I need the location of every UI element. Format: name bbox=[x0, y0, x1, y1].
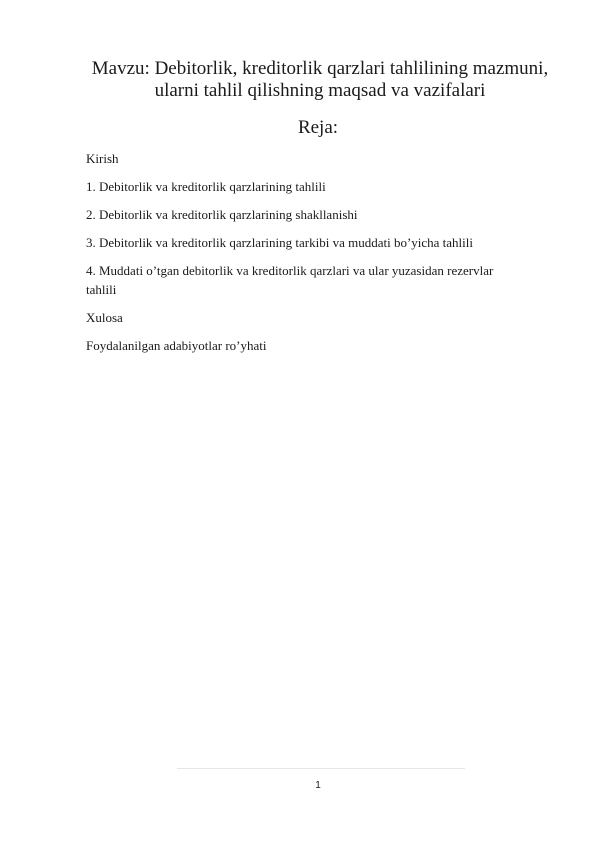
plan-item-1: 1. Debitorlik va kreditorlik qarzlarining tahlili bbox=[86, 179, 326, 194]
plan-item-references: Foydalanilgan adabiyotlar ro’yhati bbox=[86, 338, 267, 353]
plan-item-4: 4. Muddati o’tgan debitorlik va kreditorlik qarzlari va ular yuzasidan rezervlar bbox=[86, 263, 494, 278]
page-number: 1 bbox=[315, 780, 321, 791]
plan-item-3: 3. Debitorlik va kreditorlik qarzlarining tarkibi va muddati bo’yicha tahlili bbox=[86, 235, 474, 250]
footer-divider bbox=[177, 768, 465, 769]
plan-item-4-continued: tahlili bbox=[86, 282, 117, 297]
document-title-line-2: ularni tahlil qilishning maqsad va vazifalari bbox=[154, 80, 486, 101]
plan-heading: Reja: bbox=[297, 117, 339, 138]
plan-item-conclusion: Xulosa bbox=[86, 310, 123, 325]
document-title-line-1: Mavzu: Debitorlik, kreditorlik qarzlari tahlilining mazmuni, bbox=[91, 58, 549, 79]
plan-item-2: 2. Debitorlik va kreditorlik qarzlarining shakllanishi bbox=[86, 207, 358, 222]
plan-item-introduction: Kirish bbox=[86, 151, 119, 166]
